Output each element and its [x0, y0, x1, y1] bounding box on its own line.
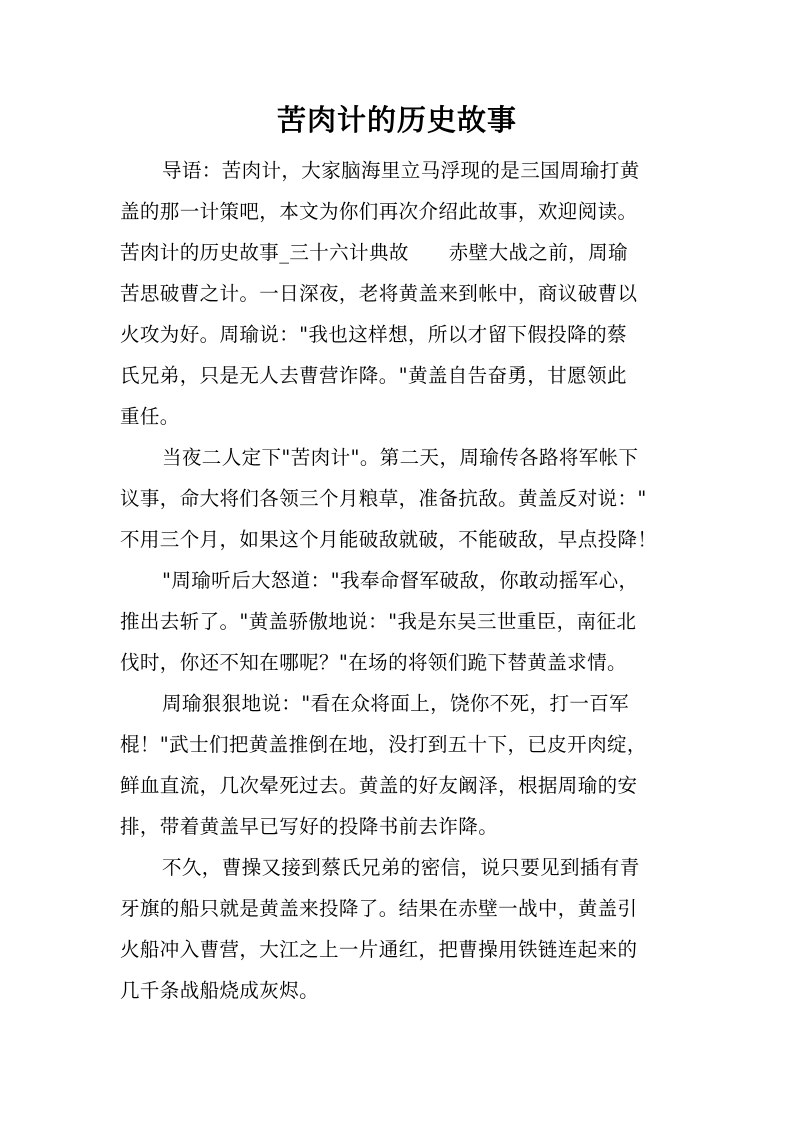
- text-line: 伐时，你还不知在哪呢？"在场的将领们跪下替黄盖求情。: [120, 651, 627, 674]
- text-line: 鲜血直流，几次晕死过去。黄盖的好友阚泽，根据周瑜的安: [120, 774, 638, 797]
- section-heading: 苦肉计的历史故事_三十六计典故: [120, 241, 409, 264]
- text-line: 棍！"武士们把黄盖推倒在地，没打到五十下，已皮开肉绽，: [120, 733, 647, 756]
- text-line: 不用三个月，如果这个月能破敌就破，不能破敌，早点投降！: [120, 528, 658, 551]
- text-line: 推出去斩了。"黄盖骄傲地说："我是东吴三世重臣，南征北: [120, 610, 637, 633]
- text-line: 不久，曹操又接到蔡氏兄弟的密信，说只要见到插有青: [162, 856, 640, 879]
- text-line: 导语：苦肉计，大家脑海里立马浮现的是三国周瑜打黄: [162, 159, 640, 182]
- text-line: 重任。: [120, 405, 180, 428]
- text-line-with-heading: [120, 232, 680, 273]
- text-line: "周瑜听后大怒道："我奉命督军破敌，你敢动摇军心，: [162, 569, 639, 592]
- text-segment: 赤壁大战之前，周瑜: [448, 241, 628, 264]
- text-line: 火船冲入曹营，大江之上一片通红，把曹操用铁链连起来的: [120, 938, 638, 961]
- text-line: 氏兄弟，只是无人去曹营诈降。"黄盖自告奋勇，甘愿领此: [120, 364, 627, 387]
- text-line: 火攻为好。周瑜说："我也这样想，所以才留下假投降的蔡: [120, 323, 627, 346]
- text-line: 当夜二人定下"苦肉计"。第二天，周瑜传各路将军帐下: [162, 446, 639, 469]
- text-line: 牙旗的船只就是黄盖来投降了。结果在赤壁一战中，黄盖引: [120, 897, 638, 920]
- text-line: 周瑜狠狠地说："看在众将面上，饶你不死，打一百军: [162, 692, 630, 715]
- text-line: 排，带着黄盖早已写好的投降书前去诈降。: [120, 815, 499, 838]
- text-line: 议事，命大将们各领三个月粮草，准备抗敌。黄盖反对说：": [120, 487, 647, 510]
- article-body: [120, 150, 680, 1011]
- text-line: 几千条战船烧成灰烬。: [120, 979, 320, 1002]
- text-line: 盖的那一计策吧，本文为你们再次介绍此故事，欢迎阅读。: [120, 200, 638, 223]
- page-title: 苦肉计的历史故事: [276, 103, 517, 137]
- text-line: 苦思破曹之计。一日深夜，老将黄盖来到帐中，商议破曹以: [120, 282, 638, 305]
